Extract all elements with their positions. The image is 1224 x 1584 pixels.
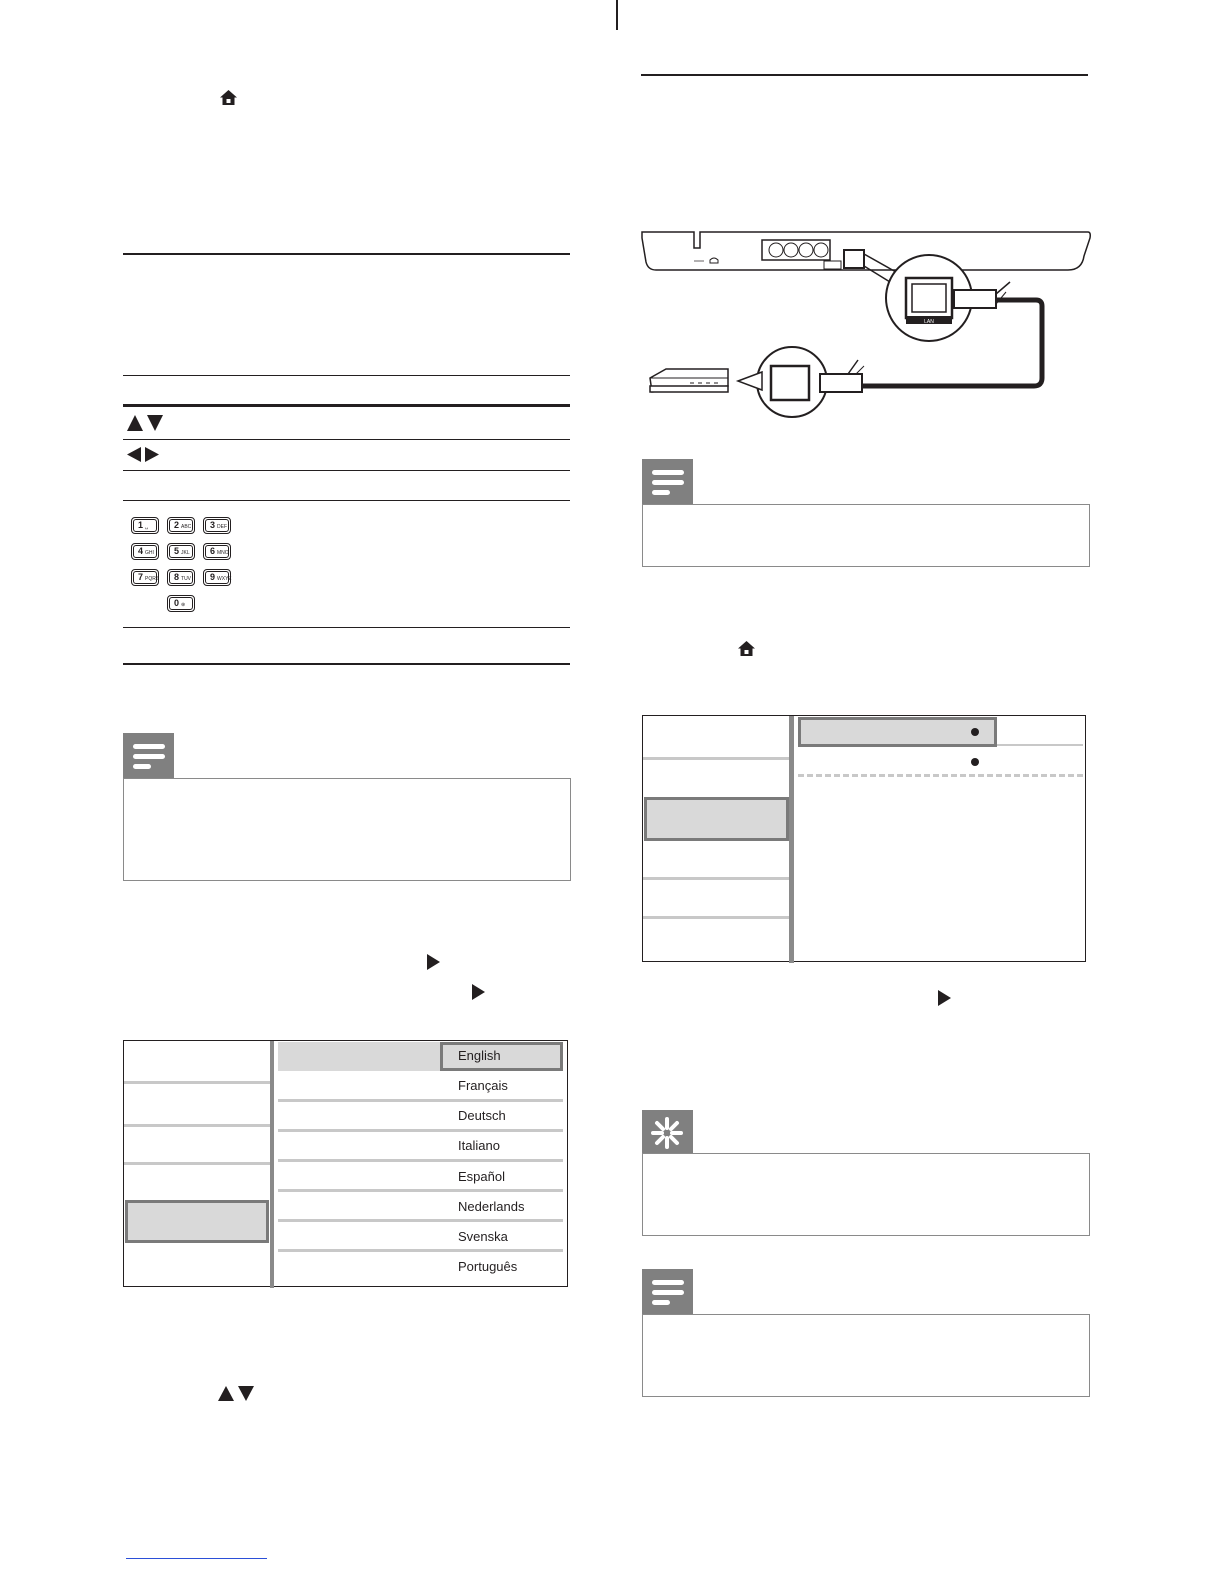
menu-divider xyxy=(643,877,789,880)
note-icon xyxy=(652,470,684,475)
footer-link-underline[interactable] xyxy=(126,1558,267,1559)
home-icon xyxy=(737,640,756,657)
note-tab xyxy=(642,459,693,505)
key-4[interactable]: 4 GHI xyxy=(131,543,159,560)
row-divider xyxy=(278,1159,563,1162)
section-rule xyxy=(123,663,570,665)
section-rule xyxy=(641,74,1088,76)
menu-divider xyxy=(124,1124,270,1127)
key-6[interactable]: 6 MNO xyxy=(203,543,231,560)
key-7[interactable]: 7 PQRS xyxy=(131,569,159,586)
menu-divider xyxy=(124,1081,270,1084)
home-icon xyxy=(219,89,238,106)
note-icon-line xyxy=(652,480,684,485)
note-icon-line xyxy=(652,1300,670,1305)
left-right-arrow-icon xyxy=(126,446,160,463)
note-tab xyxy=(123,733,174,779)
row-divider xyxy=(278,1189,563,1192)
key-9[interactable]: 9 WXYZ xyxy=(203,569,231,586)
row-divider xyxy=(278,1249,563,1252)
note-icon xyxy=(652,1280,684,1285)
language-option-nederlands[interactable]: Nederlands xyxy=(458,1199,525,1214)
network-menu xyxy=(642,715,1086,962)
menu-item-selected[interactable] xyxy=(125,1200,269,1243)
up-down-arrow-icon xyxy=(125,414,165,432)
pane-separator xyxy=(789,716,794,963)
key-3[interactable]: 3 DEF xyxy=(203,517,231,534)
language-option-italiano[interactable]: Italiano xyxy=(458,1138,500,1153)
radio-dot[interactable] xyxy=(971,758,979,766)
language-option-portugues[interactable]: Português xyxy=(458,1259,518,1274)
language-option-espanol[interactable]: Español xyxy=(458,1169,505,1184)
tip-asterisk-icon xyxy=(650,1116,684,1150)
menu-divider xyxy=(643,757,789,760)
table-bottom-rule xyxy=(123,627,570,628)
pane-separator xyxy=(270,1041,274,1288)
row-divider xyxy=(278,1099,563,1102)
row-divider xyxy=(997,744,1083,746)
key-1[interactable]: 1 ␣ xyxy=(131,517,159,534)
table-row-rule xyxy=(123,439,570,440)
note-icon-line xyxy=(652,490,670,495)
note-icon-line xyxy=(133,764,151,769)
radio-dot[interactable] xyxy=(971,728,979,736)
play-arrow-icon xyxy=(937,989,952,1007)
row-divider xyxy=(278,1129,563,1132)
table-header-rule xyxy=(123,404,570,407)
note-icon-line xyxy=(133,754,165,759)
play-arrow-icon xyxy=(426,953,441,971)
row-divider-dashed xyxy=(798,774,1083,777)
page-divider xyxy=(616,0,618,30)
note-box xyxy=(642,1314,1090,1397)
option-row-highlight xyxy=(278,1042,440,1071)
note-icon-line xyxy=(652,1290,684,1295)
menu-divider xyxy=(124,1162,270,1165)
note-icon xyxy=(133,744,165,749)
lan-connection-diagram xyxy=(638,226,1094,422)
key-2[interactable]: 2 ABC xyxy=(167,517,195,534)
language-option-svenska[interactable]: Svenska xyxy=(458,1229,508,1244)
key-5[interactable]: 5 JKL xyxy=(167,543,195,560)
table-row-rule xyxy=(123,500,570,501)
language-option-english[interactable]: English xyxy=(458,1048,501,1063)
tip-box xyxy=(642,1153,1090,1236)
up-down-arrow-icon xyxy=(217,1385,255,1402)
row-divider xyxy=(278,1219,563,1222)
menu-item-selected[interactable] xyxy=(644,797,789,841)
table-row-rule xyxy=(123,470,570,471)
key-8[interactable]: 8 TUV xyxy=(167,569,195,586)
play-arrow-icon xyxy=(471,983,486,1001)
menu-divider xyxy=(643,916,789,919)
note-box xyxy=(123,778,571,881)
note-tab xyxy=(642,1269,693,1315)
section-rule xyxy=(123,253,570,255)
language-option-deutsch[interactable]: Deutsch xyxy=(458,1108,506,1123)
tip-tab xyxy=(642,1110,693,1156)
note-box xyxy=(642,504,1090,567)
option-selected[interactable] xyxy=(798,717,997,747)
key-0[interactable]: 0 ⊛ xyxy=(167,595,195,612)
language-option-francais[interactable]: Français xyxy=(458,1078,508,1093)
table-top-rule xyxy=(123,375,570,376)
language-menu xyxy=(123,1040,568,1287)
lan-port-label: LAN xyxy=(924,319,934,325)
